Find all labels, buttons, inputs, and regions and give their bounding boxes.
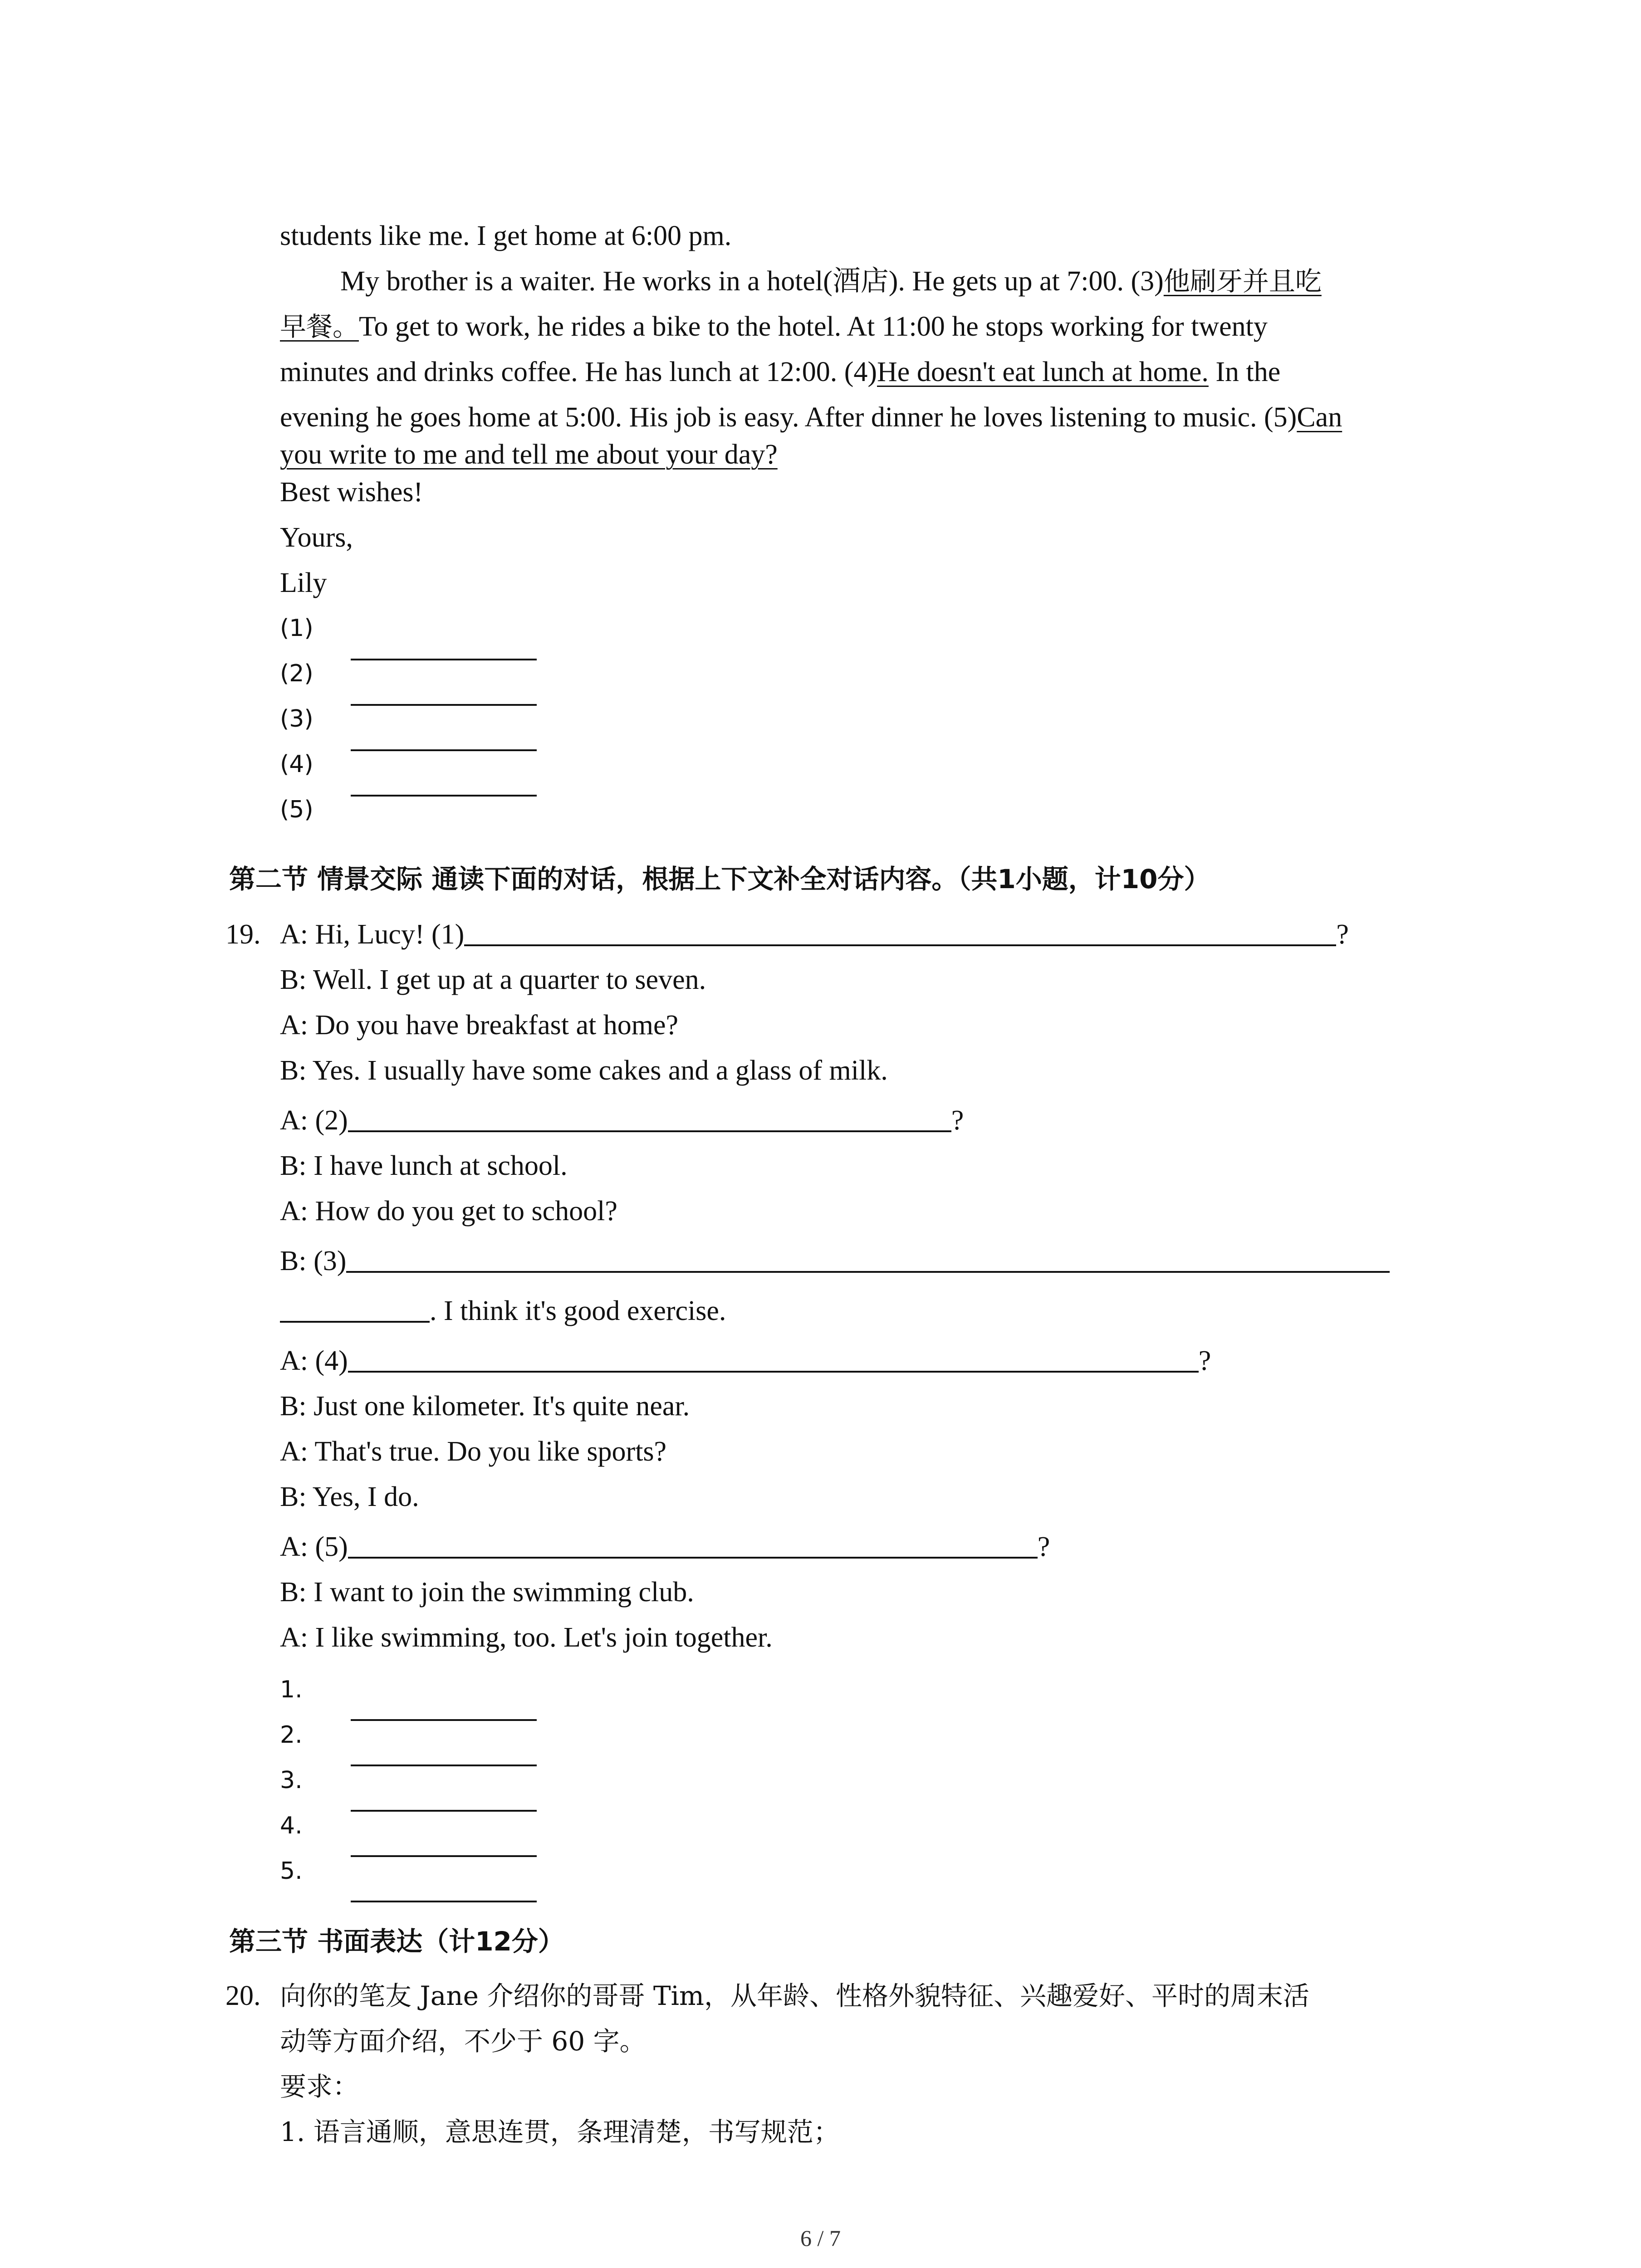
text-span: My brother is a waiter. He works in a hotel(酒店). He gets up at 7:00. (3) bbox=[340, 266, 1164, 297]
text-span: . I think it's good exercise. bbox=[430, 1295, 726, 1326]
question-number: 19. bbox=[225, 919, 261, 950]
letter-closing: Yours, bbox=[280, 522, 353, 553]
answer-blank[interactable] bbox=[351, 795, 537, 797]
text-span: ? bbox=[1037, 1531, 1050, 1562]
letter-signature: Lily bbox=[280, 567, 327, 598]
dialog-line: B: Yes, I do. bbox=[280, 1481, 419, 1512]
letter-line: students like me. I get home at 6:00 pm. bbox=[280, 220, 732, 251]
letter-line bbox=[280, 308, 1268, 345]
prompt-line: 1. 语言通顺，意思连贯，条理清楚，书写规范； bbox=[280, 2116, 840, 2147]
text-span: evening he goes home at 5:00. His job is easy. After dinner he loves listening to music. (5) bbox=[280, 402, 1297, 433]
fill-blank[interactable] bbox=[348, 1371, 1199, 1373]
dialog-line: B: I have lunch at school. bbox=[280, 1150, 568, 1181]
text-span: A: (2) bbox=[280, 1105, 348, 1136]
dialog-line bbox=[280, 1529, 1050, 1565]
answer-label: (3) bbox=[280, 705, 314, 733]
dialog-line: A: Do you have breakfast at home? bbox=[280, 1010, 679, 1041]
underlined-text: 早餐。 bbox=[280, 311, 359, 342]
dialog-line: B: Just one kilometer. It's quite near. bbox=[280, 1391, 690, 1422]
answer-label: (5) bbox=[280, 796, 314, 823]
dialog-line: B: Yes. I usually have some cakes and a glass of milk. bbox=[280, 1055, 888, 1086]
answer-blank[interactable] bbox=[351, 1719, 537, 1721]
letter-line bbox=[340, 263, 1322, 299]
text-span: A: Hi, Lucy! (1) bbox=[280, 919, 465, 950]
section-heading: 第二节 情景交际 通读下面的对话，根据上下文补全对话内容。（共1小题，计10分） bbox=[229, 864, 1210, 894]
answer-blank[interactable] bbox=[351, 659, 537, 660]
text-span: A: (4) bbox=[280, 1345, 348, 1376]
dialog-line: A: I like swimming, too. Let's join together. bbox=[280, 1622, 773, 1653]
dialog-line bbox=[280, 916, 1349, 953]
answer-label: (1) bbox=[280, 615, 314, 642]
text-span: To get to work, he rides a bike to the hotel. At 11:00 he stops working for twenty bbox=[359, 311, 1268, 342]
letter-line bbox=[280, 399, 1342, 435]
text-span: ? bbox=[1336, 919, 1349, 950]
page-number: 6 / 7 bbox=[800, 2225, 841, 2251]
text-span: A: (5) bbox=[280, 1531, 348, 1562]
underlined-text: 他刷牙并且吃 bbox=[1163, 266, 1322, 297]
prompt-line: 要求： bbox=[280, 2071, 359, 2102]
answer-label: 3. bbox=[280, 1767, 303, 1794]
dialog-line bbox=[280, 1293, 726, 1329]
fill-blank[interactable] bbox=[280, 1321, 430, 1323]
dialog-line bbox=[280, 1102, 964, 1139]
text-span: In the bbox=[1208, 357, 1281, 387]
answer-blank[interactable] bbox=[351, 749, 537, 751]
answer-label: (2) bbox=[280, 660, 314, 687]
prompt-line: 向你的笔友 Jane 介绍你的哥哥 Tim，从年龄、性格外貌特征、兴趣爱好、平时的周末活 bbox=[280, 1980, 1310, 2011]
section-heading: 第三节 书面表达（计12分） bbox=[229, 1926, 564, 1957]
dialog-line bbox=[280, 1243, 1390, 1279]
text-span: B: (3) bbox=[280, 1246, 347, 1276]
fill-blank[interactable] bbox=[348, 1557, 1038, 1559]
underlined-text: Can bbox=[1297, 402, 1342, 433]
dialog-line: B: Well. I get up at a quarter to seven. bbox=[280, 964, 706, 995]
letter-line bbox=[280, 436, 778, 473]
fill-blank[interactable] bbox=[348, 1130, 951, 1132]
dialog-line: A: How do you get to school? bbox=[280, 1196, 617, 1227]
prompt-line: 动等方面介绍，不少于 60 字。 bbox=[280, 2026, 646, 2057]
answer-blank[interactable] bbox=[351, 1810, 537, 1812]
question-number: 20. bbox=[225, 1980, 261, 2011]
letter-line bbox=[280, 354, 1280, 390]
answer-label: 2. bbox=[280, 1721, 303, 1749]
dialog-line: A: That's true. Do you like sports? bbox=[280, 1436, 667, 1467]
answer-blank[interactable] bbox=[351, 704, 537, 706]
answer-label: 4. bbox=[280, 1812, 303, 1839]
answer-label: (4) bbox=[280, 751, 314, 778]
underlined-text: you write to me and tell me about your day? bbox=[280, 439, 778, 470]
text-span: minutes and drinks coffee. He has lunch at 12:00. (4) bbox=[280, 357, 877, 387]
fill-blank[interactable] bbox=[346, 1271, 1390, 1273]
answer-label: 5. bbox=[280, 1857, 303, 1885]
underlined-text: He doesn't eat lunch at home. bbox=[877, 357, 1209, 387]
dialog-line: B: I want to join the swimming club. bbox=[280, 1577, 694, 1608]
dialog-line bbox=[280, 1343, 1211, 1379]
answer-blank[interactable] bbox=[351, 1765, 537, 1766]
answer-blank[interactable] bbox=[351, 1901, 537, 1902]
letter-closing: Best wishes! bbox=[280, 477, 423, 508]
answer-label: 1. bbox=[280, 1676, 303, 1703]
fill-blank[interactable] bbox=[464, 944, 1336, 946]
answer-blank[interactable] bbox=[351, 1855, 537, 1857]
text-span: ? bbox=[1198, 1345, 1211, 1376]
text-span: ? bbox=[951, 1105, 964, 1136]
